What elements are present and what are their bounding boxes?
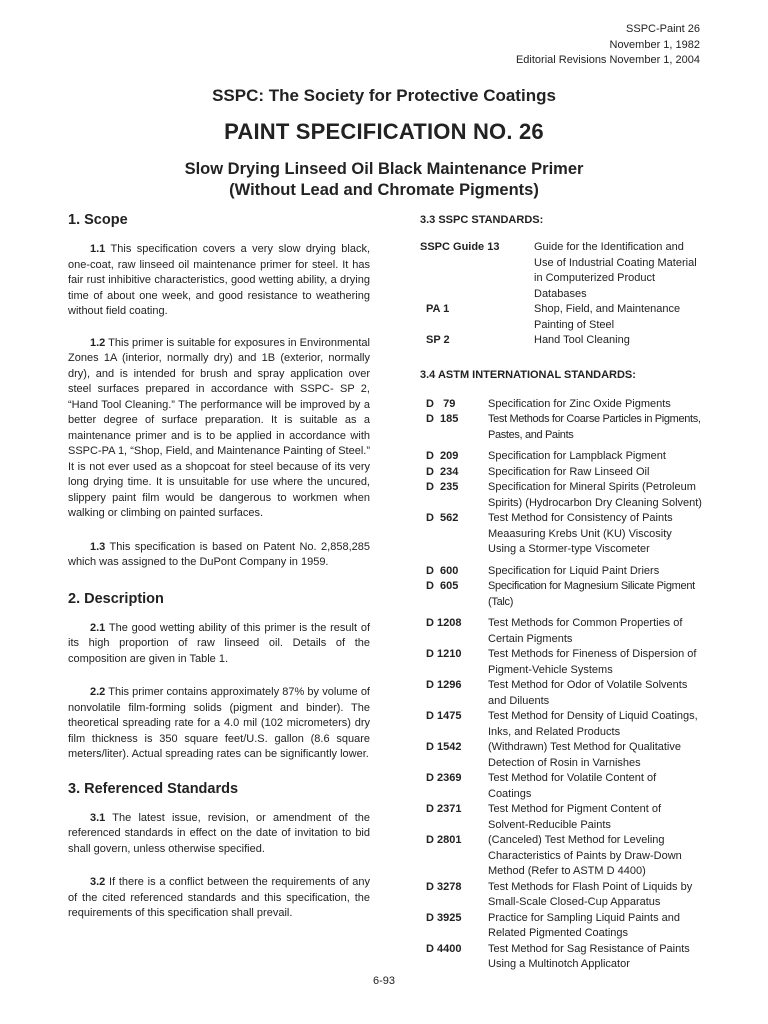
sspc-standards-list xyxy=(420,240,702,349)
standard-code: D 3278 xyxy=(426,880,462,893)
clause-number: 2.2 xyxy=(90,686,106,698)
standard-code: D 605 xyxy=(426,580,459,592)
list-item xyxy=(420,511,702,558)
standard-code: D 1210 xyxy=(426,648,462,660)
astm-standards-list xyxy=(420,397,702,973)
list-item xyxy=(420,740,702,771)
doc-date: November 1, 1982 xyxy=(609,38,700,51)
left-column xyxy=(68,212,370,938)
standard-description: Test Methods for Common Properties of Certain Pigments xyxy=(488,617,683,645)
standard-code: D 1475 xyxy=(426,710,462,722)
clause-text: The latest issue, revision, or amendment of the referenced standards in effect on the date of invitation to bid shall govern, unless otherwise specified. xyxy=(68,811,370,855)
list-item xyxy=(420,449,702,465)
standard-code: D 3925 xyxy=(426,911,462,924)
doc-id: SSPC-Paint 26 xyxy=(626,23,700,35)
list-item xyxy=(420,771,702,802)
referenced-standards-heading: 3. Referenced Standards xyxy=(68,780,239,797)
paragraph-3-1 xyxy=(68,811,370,858)
list-item xyxy=(420,412,702,443)
page-subtitle xyxy=(0,159,768,201)
clause-text: This primer contains approximately 87% by volume of nonvolatile film-forming solids (pigment and binder). The theoretical spreading rate for a 4.0 mil (102 micrometers) dry film thickness is 350 square feet/U.S. gallon (8.6 square meters/liter). Actual spreading rates can be significantly lower. xyxy=(68,686,370,760)
standard-code: D 1296 xyxy=(426,679,462,691)
paragraph-3-2 xyxy=(68,875,370,922)
list-item xyxy=(420,480,702,511)
standard-description: Test Method for Consistency of Paints Meaasuring Krebs Unit (KU) Viscosity Using a Stormer-type Viscometer xyxy=(488,512,673,555)
right-column xyxy=(420,214,702,973)
list-item xyxy=(420,302,702,333)
standard-description: Test Method for Pigment Content of Solvent-Reducible Paints xyxy=(488,803,662,831)
standard-code: D 2369 xyxy=(426,772,462,784)
standard-description: Hand Tool Cleaning xyxy=(534,334,630,346)
paragraph-1-3 xyxy=(68,540,370,571)
organization-name: SSPC: The Society for Protective Coatings xyxy=(212,86,556,105)
standard-description: Specification for Zinc Oxide Pigments xyxy=(488,397,671,410)
clause-text: This specification is based on Patent No. 2,858,285 which was assigned to the DuPont Company in 1959. xyxy=(68,540,370,568)
list-item xyxy=(420,616,702,647)
standard-code: D 600 xyxy=(426,564,459,577)
standard-code: D 1208 xyxy=(426,617,462,629)
standard-code: D 2371 xyxy=(426,803,462,815)
clause-number: 1.1 xyxy=(90,243,106,255)
list-item xyxy=(420,833,702,880)
clause-text: The good wetting ability of this primer is the result of its high proportion of raw linseed oil. Details of the composition are given in Table 1. xyxy=(68,621,370,665)
description-heading: 2. Description xyxy=(68,590,164,607)
paragraph-2-1 xyxy=(68,621,370,668)
standard-description: (Withdrawn) Test Method for Qualitative Detection of Rosin in Varnishes xyxy=(488,741,681,769)
sspc-standards-heading: 3.3 SSPC STANDARDS: xyxy=(420,214,544,226)
list-item xyxy=(420,942,702,973)
standard-code: D 235 xyxy=(426,481,459,493)
standard-description: Test Methods for Fineness of Dispersion of Pigment-Vehicle Systems xyxy=(488,648,697,676)
standard-code: D 234 xyxy=(426,465,459,478)
scope-heading: 1. Scope xyxy=(68,212,128,228)
standard-description: Specification for Lampblack Pigment xyxy=(488,450,666,462)
list-item xyxy=(420,802,702,833)
list-item xyxy=(420,678,702,709)
paragraph-1-1 xyxy=(68,242,370,320)
list-item xyxy=(420,397,702,413)
standard-code: D 1542 xyxy=(426,741,462,753)
clause-number: 3.2 xyxy=(90,876,106,888)
standard-code: D 209 xyxy=(426,450,459,462)
list-item xyxy=(420,579,702,610)
clause-number: 1.3 xyxy=(90,540,106,553)
standard-description: Shop, Field, and Maintenance Painting of Steel xyxy=(534,303,681,331)
standard-code: D 2801 xyxy=(426,834,462,846)
clause-number: 1.2 xyxy=(90,336,106,349)
list-item xyxy=(420,240,702,302)
subtitle-line-2: (Without Lead and Chromate Pigments) xyxy=(229,181,539,199)
document-header xyxy=(516,22,700,69)
standard-description: Specification for Liquid Paint Driers xyxy=(488,564,660,577)
standard-code: PA 1 xyxy=(426,303,450,315)
list-item xyxy=(420,465,702,481)
standard-description: Practice for Sampling Liquid Paints and Related Pigmented Coatings xyxy=(488,911,680,939)
standard-description: Guide for the Identification and Use of Industrial Coating Material in Computerized Product Databases xyxy=(534,241,697,300)
astm-standards-heading: 3.4 ASTM INTERNATIONAL STANDARDS: xyxy=(420,368,636,381)
standard-description: Test Method for Density of Liquid Coatings, Inks, and Related Products xyxy=(488,710,698,738)
list-item xyxy=(420,911,702,942)
standard-code: D 185 xyxy=(426,413,459,425)
standard-description: Test Method for Sag Resistance of Paints Using a Multinotch Applicator xyxy=(488,942,690,970)
standard-code: SP 2 xyxy=(426,334,450,346)
standard-description: Test Methods for Coarse Particles in Pigments, Pastes, and Paints xyxy=(488,413,701,441)
subtitle-line-1: Slow Drying Linseed Oil Black Maintenance Primer xyxy=(184,160,584,178)
clause-text: This specification covers a very slow drying black, one-coat, raw linseed oil maintenance primer for steel. It has fair rust inhibitive characteristics, good wetting ability, a drying time of about one week, and good resistance to weathering without field coating. xyxy=(68,243,370,317)
standard-description: Specification for Raw Linseed Oil xyxy=(488,465,650,478)
standard-description: Test Method for Volatile Content of Coatings xyxy=(488,772,657,800)
standard-code: D 4400 xyxy=(426,942,462,955)
standard-description: (Canceled) Test Method for Leveling Characteristics of Paints by Draw-Down Method (Refer to ASTM D 4400) xyxy=(488,834,682,877)
standard-description: Specification for Magnesium Silicate Pigment (Talc) xyxy=(488,580,695,608)
clause-number: 3.1 xyxy=(90,811,106,824)
standard-description: Test Method for Odor of Volatile Solvents and Diluents xyxy=(488,679,688,707)
list-item xyxy=(420,333,702,349)
list-item xyxy=(420,709,702,740)
clause-number: 2.1 xyxy=(90,621,106,634)
paragraph-2-2 xyxy=(68,685,370,763)
standard-description: Specification for Mineral Spirits (Petroleum Spirits) (Hydrocarbon Dry Cleaning Solvent) xyxy=(488,481,702,509)
page-title: PAINT SPECIFICATION NO. 26 xyxy=(224,119,544,144)
clause-text: If there is a conflict between the requirements of any of the cited referenced standards and this specification, the requirements of this specification shall prevail. xyxy=(68,876,370,919)
standard-code: D 79 xyxy=(426,397,456,410)
standard-description: Test Methods for Flash Point of Liquids by Small-Scale Closed-Cup Apparatus xyxy=(488,880,693,908)
page-number: 6-93 xyxy=(372,975,396,987)
list-item xyxy=(420,564,702,580)
doc-revision: Editorial Revisions November 1, 2004 xyxy=(515,54,700,66)
list-item xyxy=(420,647,702,678)
standard-code: SSPC Guide 13 xyxy=(420,241,500,253)
clause-text: This primer is suitable for exposures in Environmental Zones 1A (interior, normally dry) and 1B (exterior, normally dry), and is intended for brush and spray application over steel surfaces prepared in accordance with SSPC- SP 2, “Hand Tool Cleaning.” The performance will be improved by a better degree of surface preparation. It is suitable as a maintenance primer and is to be applied in accordance with SSPC-PA 1, “Shop, Field, and Maintenance Painting of Steel.” It is not ever used as a shopcoat for steel because of its very long drying time. It is unsuitable for use where the uncured, slippery paint film would be dangerous to workmen when walking or climbing on painted surfaces. xyxy=(68,336,370,519)
paragraph-1-2 xyxy=(68,336,370,522)
standard-code: D 562 xyxy=(426,512,459,524)
list-item xyxy=(420,880,702,911)
